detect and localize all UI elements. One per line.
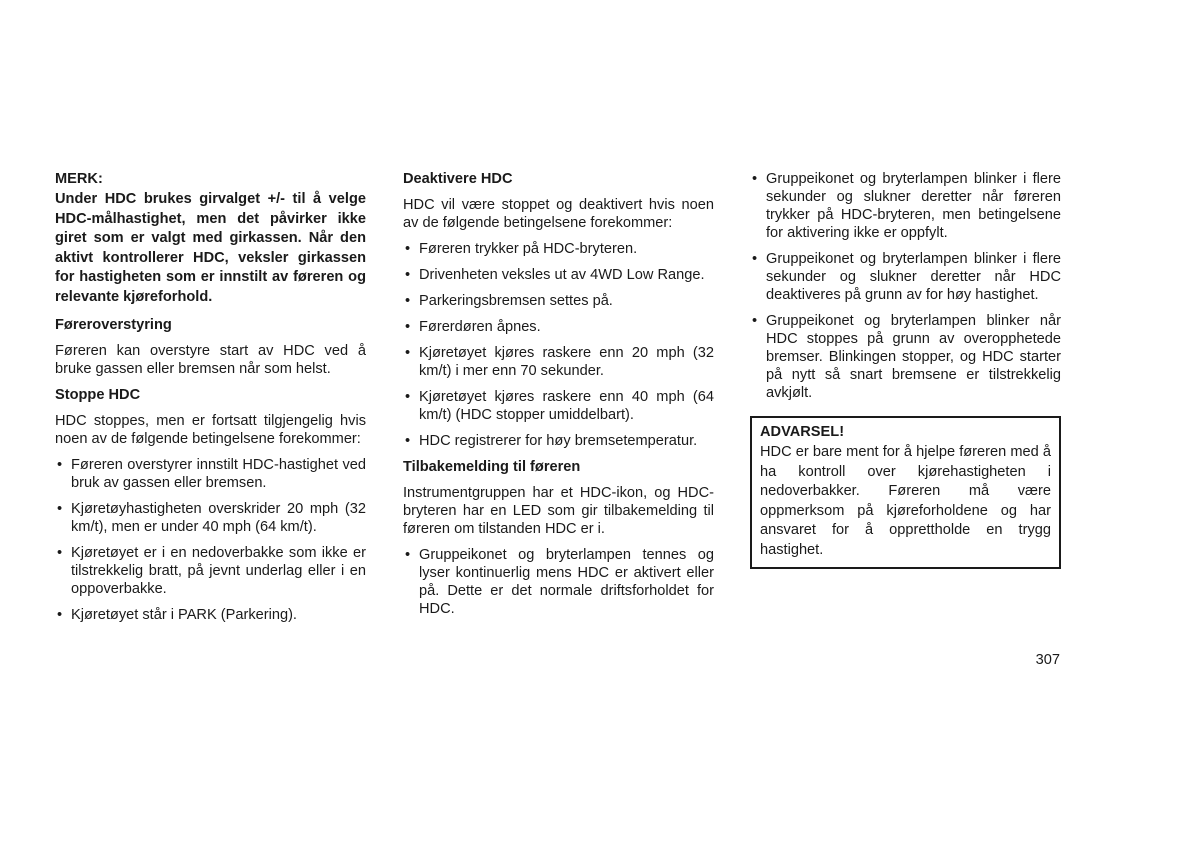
list-item-text: Gruppeikonet og bryterlampen tennes og lyser kontinuerlig mens HDC er aktivert eller på. Dette er det normale driftsforholdet for HDC. bbox=[419, 547, 714, 617]
note-text: Under HDC brukes girvalget +/- til å velge HDC-målhastighet, men det påvirker ikke giret som er valgt med girkassen. Når den aktivt kontrollerer HDC, veksler girkassen for hastigheten som er innstilt av føreren og relevante kjøreforhold. bbox=[55, 191, 366, 305]
bullet-icon: • bbox=[405, 319, 411, 335]
list-item-text: Gruppeikonet og bryterlampen blinker i flere sekunder og slukner deretter når HDC deaktiveres på grunn av for høy hastighet. bbox=[766, 251, 1061, 303]
bullet-icon: • bbox=[57, 545, 63, 561]
deactivate-intro: HDC vil være stoppet og deaktivert hvis noen av de følgende betingelsene forekommer: bbox=[403, 197, 714, 231]
list-item bbox=[403, 292, 714, 310]
list-item bbox=[55, 606, 366, 624]
warning-title: ADVARSEL! bbox=[760, 424, 845, 440]
list-item-text: Kjøretøyet er i en nedoverbakke som ikke er tilstrekkelig bratt, på jevnt underlag eller i en oppoverbakke. bbox=[71, 545, 366, 597]
warning-box bbox=[750, 416, 1061, 569]
list-item-text: Førerdøren åpnes. bbox=[419, 319, 541, 335]
stop-intro: HDC stoppes, men er fortsatt tilgjengelig hvis noen av de følgende betingelsene forekommer: bbox=[55, 413, 366, 447]
list-item bbox=[750, 250, 1061, 304]
list-item bbox=[403, 432, 714, 450]
list-item bbox=[55, 500, 366, 536]
bullet-icon: • bbox=[57, 501, 63, 517]
list-item bbox=[403, 266, 714, 284]
list-item-text: Gruppeikonet og bryterlampen blinker når HDC stoppes på grunn av overopphetede bremser. Blinkingen stopper, og HDC starter på nytt så snart bremsene er tilstrekkelig avkjølt. bbox=[766, 313, 1061, 401]
list-item bbox=[403, 388, 714, 424]
indicator-list bbox=[750, 170, 1061, 402]
page-number: 307 bbox=[1035, 652, 1060, 668]
bullet-icon: • bbox=[57, 607, 63, 623]
column-middle bbox=[403, 170, 714, 626]
list-item-text: Drivenheten veksles ut av 4WD Low Range. bbox=[419, 267, 705, 283]
stop-list bbox=[55, 456, 366, 624]
feedback-heading: Tilbakemelding til føreren bbox=[403, 459, 581, 475]
bullet-icon: • bbox=[405, 547, 411, 563]
list-item-text: HDC registrerer for høy bremsetemperatur. bbox=[419, 433, 698, 449]
warning-text: HDC er bare ment for å hjelpe føreren med å ha kontroll over kjørehastigheten i nedoverbakker. Føreren må være oppmerksom på kjøreforholdene og har ansvaret for å opprettholde en trygg hastighet. bbox=[760, 444, 1051, 558]
bullet-icon: • bbox=[405, 293, 411, 309]
list-item bbox=[55, 544, 366, 598]
deactivate-list bbox=[403, 240, 714, 450]
bullet-icon: • bbox=[57, 457, 63, 473]
feedback-intro: Instrumentgruppen har et HDC-ikon, og HDC-bryteren har en LED som gir tilbakemelding til føreren om tilstanden HDC er i. bbox=[403, 485, 714, 537]
list-item-text: Gruppeikonet og bryterlampen blinker i flere sekunder og slukner deretter når føreren trykker på HDC-bryteren, men betingelsene for aktivering ikke er oppfylt. bbox=[766, 171, 1061, 241]
column-left bbox=[55, 170, 366, 632]
column-right bbox=[750, 170, 1061, 569]
bullet-icon: • bbox=[752, 171, 758, 187]
list-item-text: Kjøretøyet står i PARK (Parkering). bbox=[71, 607, 297, 623]
list-item-text: Kjøretøyet kjøres raskere enn 40 mph (64 km/t) (HDC stopper umiddelbart). bbox=[419, 389, 714, 423]
list-item bbox=[403, 240, 714, 258]
deactivate-heading: Deaktivere HDC bbox=[403, 171, 513, 187]
bullet-icon: • bbox=[405, 345, 411, 361]
bullet-icon: • bbox=[405, 433, 411, 449]
list-item-text: Kjøretøyhastigheten overskrider 20 mph (32 km/t), men er under 40 mph (64 km/t). bbox=[71, 501, 366, 535]
list-item bbox=[403, 344, 714, 380]
list-item-text: Føreren trykker på HDC-bryteren. bbox=[419, 241, 638, 257]
feedback-list bbox=[403, 546, 714, 618]
override-text: Føreren kan overstyre start av HDC ved å bruke gassen eller bremsen når som helst. bbox=[55, 343, 366, 377]
bullet-icon: • bbox=[752, 313, 758, 329]
list-item bbox=[403, 546, 714, 618]
bullet-icon: • bbox=[405, 389, 411, 405]
list-item-text: Kjøretøyet kjøres raskere enn 20 mph (32 km/t) i mer enn 70 sekunder. bbox=[419, 345, 714, 379]
stop-heading: Stoppe HDC bbox=[55, 387, 141, 403]
list-item bbox=[750, 170, 1061, 242]
bullet-icon: • bbox=[405, 241, 411, 257]
list-item bbox=[55, 456, 366, 492]
override-heading: Føreroverstyring bbox=[55, 317, 172, 333]
list-item bbox=[750, 312, 1061, 402]
note-label: MERK: bbox=[55, 171, 103, 187]
list-item-text: Parkeringsbremsen settes på. bbox=[419, 293, 613, 309]
list-item bbox=[403, 318, 714, 336]
bullet-icon: • bbox=[752, 251, 758, 267]
list-item-text: Føreren overstyrer innstilt HDC-hastighet ved bruk av gassen eller bremsen. bbox=[71, 457, 366, 491]
bullet-icon: • bbox=[405, 267, 411, 283]
